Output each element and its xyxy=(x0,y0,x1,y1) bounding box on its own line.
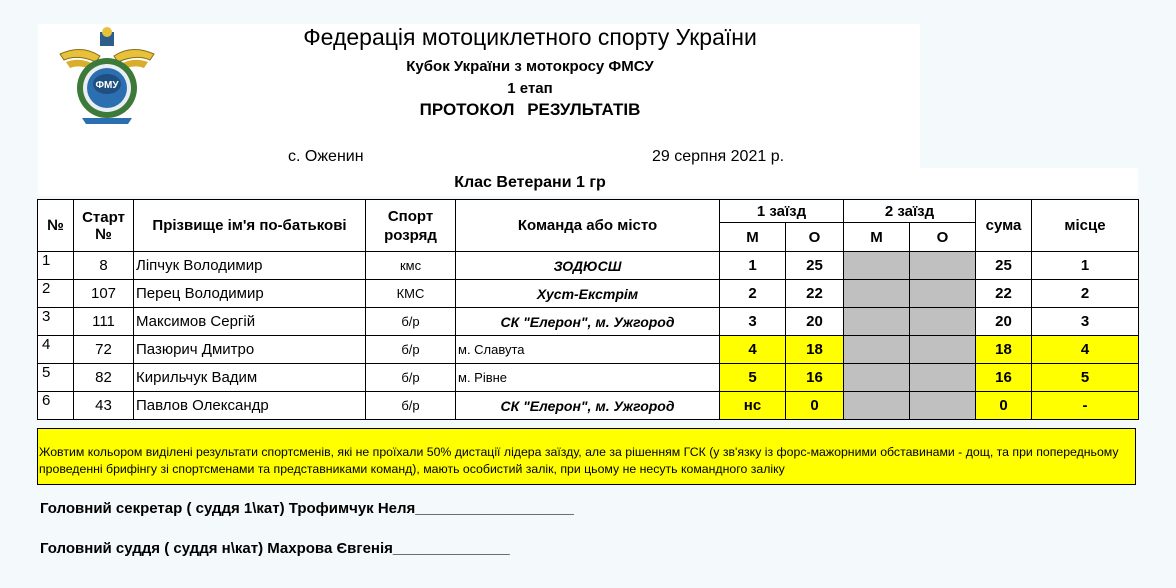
race2-m xyxy=(844,280,910,308)
sum: 16 xyxy=(976,364,1032,392)
rank: б/р xyxy=(366,308,456,336)
federation-title: Федерація мотоциклетного спорту України xyxy=(303,24,757,50)
rank: кмс xyxy=(366,252,456,280)
class-title: Клас Ветерани 1 гр xyxy=(454,174,606,191)
race1-o: 20 xyxy=(786,308,844,336)
place: 5 xyxy=(1032,364,1139,392)
rank: б/р xyxy=(366,392,456,420)
race2-m xyxy=(844,364,910,392)
row-no: 4 xyxy=(38,336,74,364)
place: 4 xyxy=(1032,336,1139,364)
rider-name: Павлов Олександр xyxy=(134,392,366,420)
row-no: 5 xyxy=(38,364,74,392)
place: - xyxy=(1032,392,1139,420)
header-start-no: Старт № xyxy=(74,200,134,252)
team: м. Славута xyxy=(456,336,720,364)
place: 3 xyxy=(1032,308,1139,336)
results-table xyxy=(37,199,1139,420)
header-rank: Спорт розряд xyxy=(366,200,456,252)
header-place: місце xyxy=(1032,200,1139,252)
race1-o: 0 xyxy=(786,392,844,420)
row-no: 6 xyxy=(38,392,74,420)
sum: 18 xyxy=(976,336,1032,364)
chief-secretary-signature-line: Головний секретар ( суддя 1\кат) Трофимчук Неля___________________ xyxy=(40,500,574,517)
header-race1: 1 заїзд xyxy=(720,200,844,223)
race2-o xyxy=(910,336,976,364)
start-no: 111 xyxy=(74,308,134,336)
sum: 25 xyxy=(976,252,1032,280)
race1-m: 5 xyxy=(720,364,786,392)
row-no: 1 xyxy=(38,252,74,280)
race1-m: нс xyxy=(720,392,786,420)
start-no: 82 xyxy=(74,364,134,392)
race2-m xyxy=(844,336,910,364)
header-race1-m: М xyxy=(720,223,786,252)
header-race2-o: О xyxy=(910,223,976,252)
event-date: 29 серпня 2021 р. xyxy=(652,148,785,165)
place: 2 xyxy=(1032,280,1139,308)
header-race1-o: О xyxy=(786,223,844,252)
race2-m xyxy=(844,252,910,280)
yellow-highlight-note: Жовтим кольором виділені результати спортсменів, які не проїхали 50% дистації лідера заїзду, але за рішенням ГСК (у зв'язку із форс-мажорними обставинами - дощ, та при попередньому проведенні брифінгу зі спортсменами та представниками команд), мають особистий залік, при цьому не несуть командного заліку xyxy=(37,428,1136,485)
race1-m: 1 xyxy=(720,252,786,280)
race1-m: 4 xyxy=(720,336,786,364)
rank: б/р xyxy=(366,364,456,392)
table-row xyxy=(38,252,1139,280)
race2-m xyxy=(844,392,910,420)
header-team: Команда або місто xyxy=(456,200,720,252)
row-no: 2 xyxy=(38,280,74,308)
protocol-title: ПРОТОКОЛ РЕЗУЛЬТАТІВ xyxy=(419,100,641,119)
team: СК "Елерон", м. Ужгород xyxy=(456,392,720,420)
team: СК "Елерон", м. Ужгород xyxy=(456,308,720,336)
venue: с. Оженин xyxy=(288,148,364,165)
stage-title: 1 етап xyxy=(507,80,553,97)
sum: 0 xyxy=(976,392,1032,420)
rider-name: Максимов Сергій xyxy=(134,308,366,336)
race1-m: 3 xyxy=(720,308,786,336)
start-no: 72 xyxy=(74,336,134,364)
rider-name: Пазюрич Дмитро xyxy=(134,336,366,364)
header-sum: сума xyxy=(976,200,1032,252)
race2-m xyxy=(844,308,910,336)
place: 1 xyxy=(1032,252,1139,280)
table-row xyxy=(38,392,1139,420)
rider-name: Ліпчук Володимир xyxy=(134,252,366,280)
race1-m: 2 xyxy=(720,280,786,308)
table-row xyxy=(38,280,1139,308)
team: Хуст-Екстрім xyxy=(456,280,720,308)
race2-o xyxy=(910,364,976,392)
rank: б/р xyxy=(366,336,456,364)
race2-o xyxy=(910,252,976,280)
race1-o: 25 xyxy=(786,252,844,280)
race1-o: 22 xyxy=(786,280,844,308)
start-no: 43 xyxy=(74,392,134,420)
team: м. Рівне xyxy=(456,364,720,392)
race1-o: 16 xyxy=(786,364,844,392)
sum: 20 xyxy=(976,308,1032,336)
header-name: Прізвище ім'я по-батькові xyxy=(134,200,366,252)
header-no: № xyxy=(38,200,74,252)
table-row xyxy=(38,364,1139,392)
table-row xyxy=(38,336,1139,364)
header-race2: 2 заїзд xyxy=(844,200,976,223)
svg-text:ФМУ: ФМУ xyxy=(95,80,119,91)
fmu-logo xyxy=(52,26,162,126)
rider-name: Кирильчук Вадим xyxy=(134,364,366,392)
table-row xyxy=(38,308,1139,336)
race2-o xyxy=(910,308,976,336)
start-no: 8 xyxy=(74,252,134,280)
start-no: 107 xyxy=(74,280,134,308)
rank: КМС xyxy=(366,280,456,308)
rider-name: Перец Володимир xyxy=(134,280,366,308)
team: ЗОДЮСШ xyxy=(456,252,720,280)
chief-judge-signature-line: Головний суддя ( суддя н\кат) Махрова Євгенія______________ xyxy=(40,540,510,557)
cup-title: Кубок України з мотокросу ФМСУ xyxy=(406,58,654,75)
row-no: 3 xyxy=(38,308,74,336)
race2-o xyxy=(910,392,976,420)
race1-o: 18 xyxy=(786,336,844,364)
race2-o xyxy=(910,280,976,308)
sum: 22 xyxy=(976,280,1032,308)
header-race2-m: М xyxy=(844,223,910,252)
